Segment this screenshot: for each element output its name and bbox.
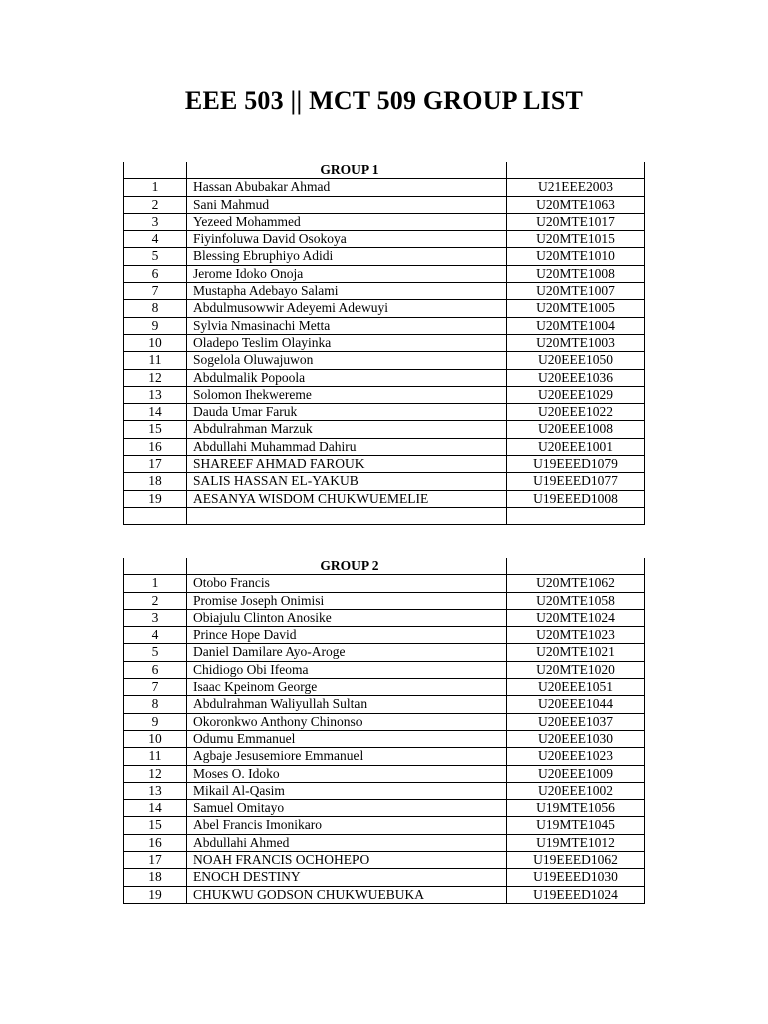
table-row bbox=[124, 869, 645, 886]
student-name-cell: Abel Francis Imonikaro bbox=[187, 817, 507, 834]
matric-number-cell: U20EEE1029 bbox=[507, 386, 645, 403]
group-header-row bbox=[124, 558, 645, 575]
row-number-cell: 15 bbox=[124, 817, 187, 834]
matric-number-cell: U20EEE1044 bbox=[507, 696, 645, 713]
table-row bbox=[124, 800, 645, 817]
matric-number-cell: U19MTE1012 bbox=[507, 834, 645, 851]
student-name-cell: Dauda Umar Faruk bbox=[187, 404, 507, 421]
row-number-cell: 1 bbox=[124, 179, 187, 196]
row-number-cell: 19 bbox=[124, 490, 187, 507]
student-name-cell: Prince Hope David bbox=[187, 627, 507, 644]
row-number-cell: 6 bbox=[124, 265, 187, 282]
student-name-cell: AESANYA WISDOM CHUKWUEMELIE bbox=[187, 490, 507, 507]
student-name-cell: Sogelola Oluwajuwon bbox=[187, 352, 507, 369]
matric-number-cell: U20MTE1007 bbox=[507, 283, 645, 300]
row-number-cell: 13 bbox=[124, 782, 187, 799]
row-number-cell: 9 bbox=[124, 713, 187, 730]
matric-number-cell: U19MTE1045 bbox=[507, 817, 645, 834]
matric-number-cell: U20MTE1062 bbox=[507, 575, 645, 592]
matric-number-cell: U19EEED1077 bbox=[507, 473, 645, 490]
header-blank-cell bbox=[507, 558, 645, 575]
student-name-cell: ENOCH DESTINY bbox=[187, 869, 507, 886]
table-row bbox=[124, 283, 645, 300]
row-number-cell: 17 bbox=[124, 852, 187, 869]
group-2-table bbox=[123, 558, 645, 904]
row-number-cell: 2 bbox=[124, 592, 187, 609]
matric-number-cell: U20EEE1050 bbox=[507, 352, 645, 369]
group-heading: GROUP 1 bbox=[187, 162, 507, 179]
student-name-cell: Yezeed Mohammed bbox=[187, 213, 507, 230]
table-row bbox=[124, 507, 645, 524]
matric-number-cell bbox=[507, 507, 645, 524]
group-1-table bbox=[123, 162, 645, 525]
table-row bbox=[124, 369, 645, 386]
row-number-cell: 14 bbox=[124, 800, 187, 817]
row-number-cell: 10 bbox=[124, 730, 187, 747]
table-row bbox=[124, 834, 645, 851]
student-name-cell: Abdulmusowwir Adeyemi Adewuyi bbox=[187, 300, 507, 317]
row-number-cell: 1 bbox=[124, 575, 187, 592]
row-number-cell: 16 bbox=[124, 834, 187, 851]
student-name-cell: Chidiogo Obi Ifeoma bbox=[187, 661, 507, 678]
matric-number-cell: U20EEE1037 bbox=[507, 713, 645, 730]
student-name-cell: Otobo Francis bbox=[187, 575, 507, 592]
row-number-cell: 6 bbox=[124, 661, 187, 678]
student-name-cell bbox=[187, 507, 507, 524]
table-row bbox=[124, 575, 645, 592]
student-name-cell: Sani Mahmud bbox=[187, 196, 507, 213]
row-number-cell bbox=[124, 507, 187, 524]
row-number-cell: 10 bbox=[124, 334, 187, 351]
table-row bbox=[124, 248, 645, 265]
student-name-cell: Abdulrahman Waliyullah Sultan bbox=[187, 696, 507, 713]
student-name-cell: CHUKWU GODSON CHUKWUEBUKA bbox=[187, 886, 507, 903]
row-number-cell: 2 bbox=[124, 196, 187, 213]
student-name-cell: NOAH FRANCIS OCHOHEPO bbox=[187, 852, 507, 869]
student-name-cell: Moses O. Idoko bbox=[187, 765, 507, 782]
student-name-cell: Sylvia Nmasinachi Metta bbox=[187, 317, 507, 334]
table-row bbox=[124, 404, 645, 421]
student-name-cell: SALIS HASSAN EL-YAKUB bbox=[187, 473, 507, 490]
matric-number-cell: U19EEED1079 bbox=[507, 456, 645, 473]
row-number-cell: 5 bbox=[124, 644, 187, 661]
table-row bbox=[124, 179, 645, 196]
table-row bbox=[124, 730, 645, 747]
student-name-cell: Hassan Abubakar Ahmad bbox=[187, 179, 507, 196]
row-number-cell: 3 bbox=[124, 213, 187, 230]
student-name-cell: Mustapha Adebayo Salami bbox=[187, 283, 507, 300]
row-number-cell: 7 bbox=[124, 283, 187, 300]
table-row bbox=[124, 713, 645, 730]
student-name-cell: Abdullahi Ahmed bbox=[187, 834, 507, 851]
matric-number-cell: U20MTE1058 bbox=[507, 592, 645, 609]
page-title: EEE 503 || MCT 509 GROUP LIST bbox=[184, 86, 584, 115]
row-number-cell: 17 bbox=[124, 456, 187, 473]
matric-number-cell: U20MTE1063 bbox=[507, 196, 645, 213]
table-row bbox=[124, 817, 645, 834]
table-row bbox=[124, 300, 645, 317]
matric-number-cell: U20MTE1017 bbox=[507, 213, 645, 230]
matric-number-cell: U19EEED1008 bbox=[507, 490, 645, 507]
table-row bbox=[124, 886, 645, 903]
table-row bbox=[124, 317, 645, 334]
student-name-cell: Oladepo Teslim Olayinka bbox=[187, 334, 507, 351]
matric-number-cell: U20MTE1023 bbox=[507, 627, 645, 644]
matric-number-cell: U20EEE1022 bbox=[507, 404, 645, 421]
student-name-cell: Jerome Idoko Onoja bbox=[187, 265, 507, 282]
student-name-cell: Daniel Damilare Ayo-Aroge bbox=[187, 644, 507, 661]
student-name-cell: Blessing Ebruphiyo Adidi bbox=[187, 248, 507, 265]
student-name-cell: Fiyinfoluwa David Osokoya bbox=[187, 231, 507, 248]
row-number-cell: 18 bbox=[124, 473, 187, 490]
row-number-cell: 3 bbox=[124, 609, 187, 626]
row-number-cell: 16 bbox=[124, 438, 187, 455]
matric-number-cell: U20EEE1051 bbox=[507, 679, 645, 696]
matric-number-cell: U19EEED1062 bbox=[507, 852, 645, 869]
table-row bbox=[124, 782, 645, 799]
matric-number-cell: U20MTE1010 bbox=[507, 248, 645, 265]
matric-number-cell: U19MTE1056 bbox=[507, 800, 645, 817]
row-number-cell: 11 bbox=[124, 748, 187, 765]
matric-number-cell: U21EEE2003 bbox=[507, 179, 645, 196]
row-number-cell: 4 bbox=[124, 627, 187, 644]
table-row bbox=[124, 696, 645, 713]
table-row bbox=[124, 421, 645, 438]
matric-number-cell: U20EEE1008 bbox=[507, 421, 645, 438]
table-row bbox=[124, 765, 645, 782]
table-row bbox=[124, 679, 645, 696]
table-row bbox=[124, 352, 645, 369]
student-name-cell: SHAREEF AHMAD FAROUK bbox=[187, 456, 507, 473]
matric-number-cell: U20EEE1001 bbox=[507, 438, 645, 455]
row-number-cell: 13 bbox=[124, 386, 187, 403]
row-number-cell: 7 bbox=[124, 679, 187, 696]
header-blank-cell bbox=[124, 162, 187, 179]
student-name-cell: Abdulmalik Popoola bbox=[187, 369, 507, 386]
student-name-cell: Isaac Kpeinom George bbox=[187, 679, 507, 696]
matric-number-cell: U20MTE1020 bbox=[507, 661, 645, 678]
matric-number-cell: U19EEED1030 bbox=[507, 869, 645, 886]
header-blank-cell bbox=[124, 558, 187, 575]
table-row bbox=[124, 627, 645, 644]
table-row bbox=[124, 609, 645, 626]
matric-number-cell: U20MTE1015 bbox=[507, 231, 645, 248]
row-number-cell: 18 bbox=[124, 869, 187, 886]
header-blank-cell bbox=[507, 162, 645, 179]
matric-number-cell: U20MTE1004 bbox=[507, 317, 645, 334]
table-row bbox=[124, 456, 645, 473]
table-row bbox=[124, 231, 645, 248]
student-name-cell: Samuel Omitayo bbox=[187, 800, 507, 817]
table-row bbox=[124, 852, 645, 869]
matric-number-cell: U20EEE1036 bbox=[507, 369, 645, 386]
row-number-cell: 11 bbox=[124, 352, 187, 369]
row-number-cell: 19 bbox=[124, 886, 187, 903]
table-row bbox=[124, 196, 645, 213]
matric-number-cell: U20MTE1003 bbox=[507, 334, 645, 351]
student-name-cell: Agbaje Jesusemiore Emmanuel bbox=[187, 748, 507, 765]
student-name-cell: Obiajulu Clinton Anosike bbox=[187, 609, 507, 626]
matric-number-cell: U20EEE1030 bbox=[507, 730, 645, 747]
row-number-cell: 12 bbox=[124, 369, 187, 386]
group-header-row bbox=[124, 162, 645, 179]
table-row bbox=[124, 213, 645, 230]
row-number-cell: 15 bbox=[124, 421, 187, 438]
row-number-cell: 4 bbox=[124, 231, 187, 248]
table-row bbox=[124, 386, 645, 403]
student-name-cell: Okoronkwo Anthony Chinonso bbox=[187, 713, 507, 730]
table-row bbox=[124, 265, 645, 282]
student-name-cell: Abdulrahman Marzuk bbox=[187, 421, 507, 438]
table-row bbox=[124, 490, 645, 507]
student-name-cell: Solomon Ihekwereme bbox=[187, 386, 507, 403]
table-row bbox=[124, 748, 645, 765]
student-name-cell: Mikail Al-Qasim bbox=[187, 782, 507, 799]
table-row bbox=[124, 644, 645, 661]
matric-number-cell: U20MTE1008 bbox=[507, 265, 645, 282]
row-number-cell: 8 bbox=[124, 696, 187, 713]
matric-number-cell: U20MTE1005 bbox=[507, 300, 645, 317]
table-row bbox=[124, 592, 645, 609]
matric-number-cell: U20EEE1009 bbox=[507, 765, 645, 782]
row-number-cell: 5 bbox=[124, 248, 187, 265]
student-name-cell: Odumu Emmanuel bbox=[187, 730, 507, 747]
matric-number-cell: U20MTE1021 bbox=[507, 644, 645, 661]
table-row bbox=[124, 473, 645, 490]
group-heading: GROUP 2 bbox=[187, 558, 507, 575]
matric-number-cell: U20MTE1024 bbox=[507, 609, 645, 626]
matric-number-cell: U20EEE1023 bbox=[507, 748, 645, 765]
table-row bbox=[124, 661, 645, 678]
student-name-cell: Promise Joseph Onimisi bbox=[187, 592, 507, 609]
row-number-cell: 8 bbox=[124, 300, 187, 317]
matric-number-cell: U19EEED1024 bbox=[507, 886, 645, 903]
matric-number-cell: U20EEE1002 bbox=[507, 782, 645, 799]
row-number-cell: 12 bbox=[124, 765, 187, 782]
table-row bbox=[124, 438, 645, 455]
row-number-cell: 14 bbox=[124, 404, 187, 421]
student-name-cell: Abdullahi Muhammad Dahiru bbox=[187, 438, 507, 455]
table-row bbox=[124, 334, 645, 351]
row-number-cell: 9 bbox=[124, 317, 187, 334]
